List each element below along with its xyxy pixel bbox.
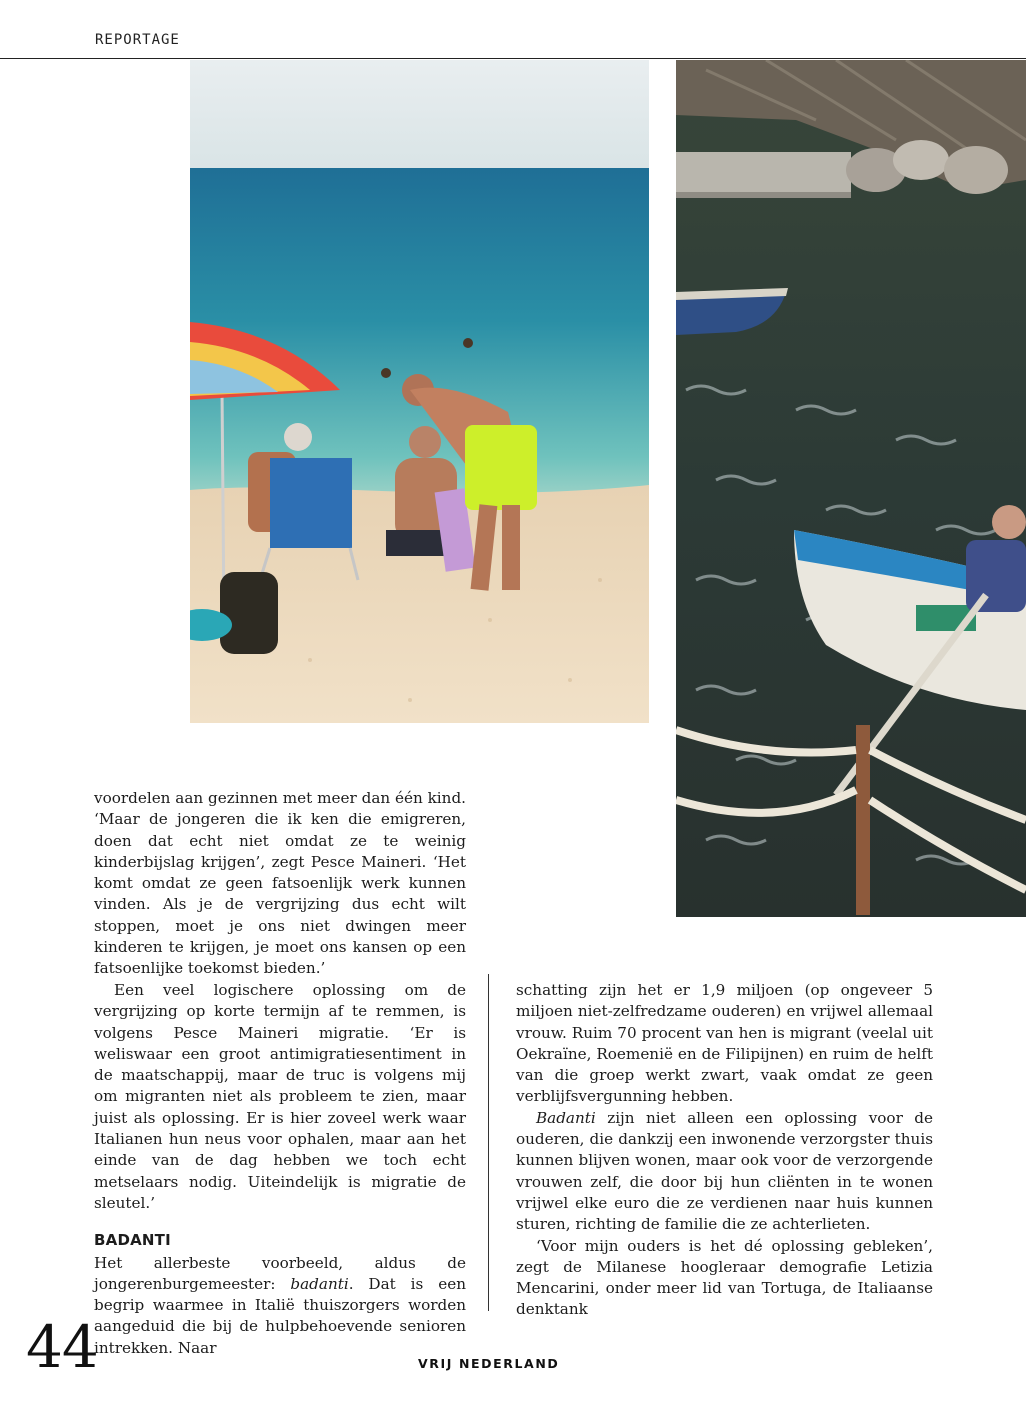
masthead: VRIJ NEDERLAND [418,1356,560,1371]
beach-photo-icon [190,60,649,723]
article-column-left [94,980,466,1359]
paragraph: Het allerbeste voorbeeld, aldus de jongerenburgemeester: badanti. Dat is een begrip waarmee in Italië thuiszorgers worden aangeduid die bij de hulpbehoevende senioren intrekken. Naar [94,1253,466,1357]
header-rule [0,58,1026,59]
subheading-badanti: BADANTI [94,1231,171,1250]
paragraph: schatting zijn het er 1,9 miljoen (op ongeveer 5 miljoen niet-zelfredzame ouderen) en vrijwel allemaal vrouw. Ruim 70 procent van hen is migrant (veelal uit Oekraïne, Roemenië en de Filipijnen) en ruim de helft van die groep werkt zwart, vaak omdat ze geen verblijfsvergunning hebben. [516,981,933,1106]
section-label: REPORTAGE [95,32,180,48]
paragraph: ‘Voor mijn ouders is het dé oplossing gebleken’, zegt de Milanese hoogleraar demografie Letizia Mencarini, onder meer lid van Tortuga, de Italiaanse denktank [516,1236,933,1319]
paragraph: Een veel logischere oplossing om de vergrijzing op korte termijn af te remmen, is volgens Pesce Maineri migratie. ‘Er is weliswaar een groot antimigratiesentiment in de maatschappij, maar de truc is volgens mij om migranten niet als probleem te zien, maar juist als oplossing. Er is hier zoveel werk waar Italianen hun neus voor ophalen, maar aan het einde van de dag hebben we toch echt metselaars nodig. Uiteindelijk is migratie de sleutel.’ [94,981,466,1212]
paragraph: voordelen aan gezinnen met meer dan één kind. ‘Maar de jongeren die ik ken die emigreren, doen dat echt niet omdat ze te weinig kinderbijslag krijgen’, zegt Pesce Maineri. ‘Het komt omdat ze geen fatsoenlijk werk kunnen vinden. Als je de vergrijzing dus echt wilt stoppen, moet je ons niet dwingen meer kinderen te krijgen, je moet ons kansen op een fatsoenlijke toekomst bieden.’ [94,789,466,978]
paragraph: Badanti zijn niet alleen een oplossing voor de ouderen, die dankzij een inwonende verzorgster thuis kunnen blijven wonen, maar ook voor de verzorgende vrouwen zelf, die door bij hun cliënten in te wonen vrijwel elke euro die ze verdienen naar huis kunnen sturen, richting de familie die ze achterlieten. [516,1108,933,1234]
beach-photo [190,60,649,723]
harbor-rowboat-photo-icon [676,60,1026,917]
article-column-left-top [94,788,466,980]
article-column-right [516,980,933,1321]
column-divider [488,974,489,1311]
page-number: 44 [26,1313,98,1381]
harbor-photo [676,60,1026,917]
